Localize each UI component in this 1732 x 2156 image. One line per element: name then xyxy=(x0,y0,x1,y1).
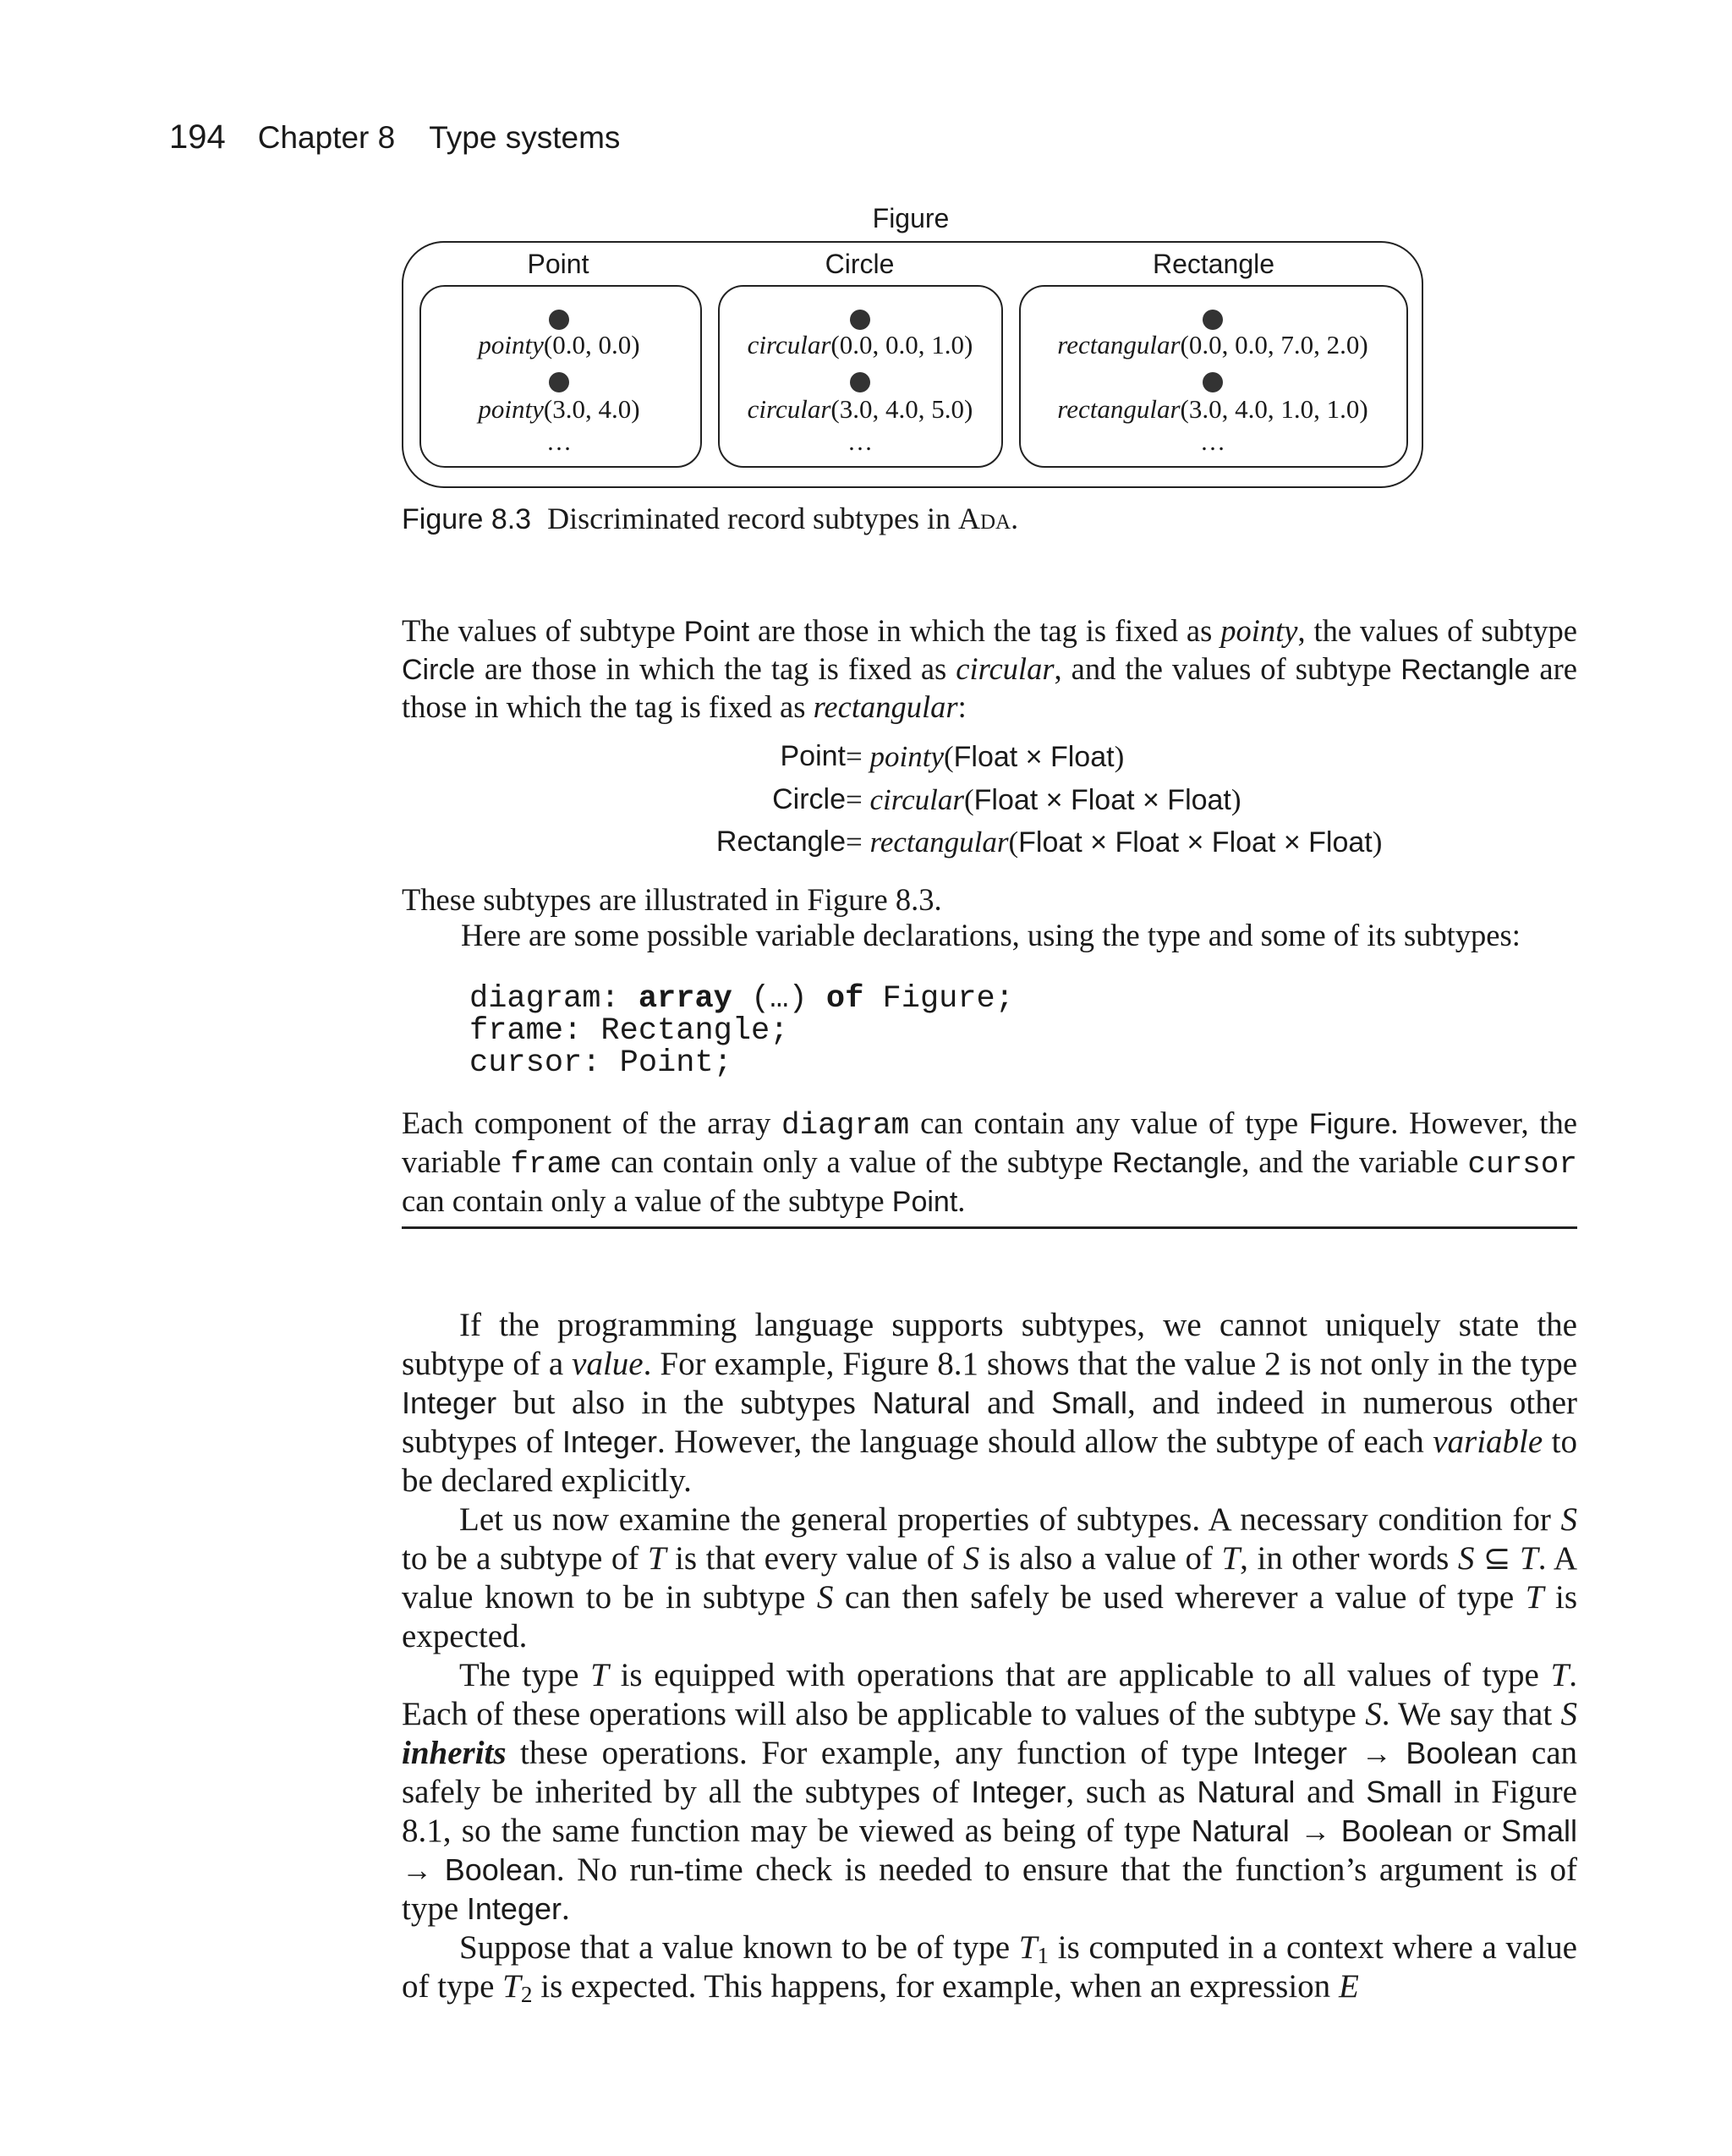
code-line-1: diagram: array (…) of Figure; xyxy=(469,981,1014,1017)
equation-point: Point xyxy=(780,740,846,772)
body-paragraph-2: Let us now examine the general properties of subtypes. A necessary condition for S to be a subtype of T is that every value of S is also a value of T, in other words S ⊆ T. A value known to be in subtype S can then safely be used wherever a value of type T is expected. xyxy=(402,1501,1578,1654)
body-paragraph-3: The type T is equipped with operations that are applicable to all values of type T. Each of these operations will also be applicable to values of the subtype S. We say that S inherits these operations. For example, any function of type Integer → Boolean can safely be inherited by all the subtypes of Integer, such as Natural and Small in Figure 8.1, so the same function may be viewed as being of type Natural → Boolean or Small → Boolean. No run-time check is needed to ensure that the function’s argument is of type Integer. xyxy=(402,1657,1578,1927)
rectangle-ellipsis: … xyxy=(1200,428,1225,456)
circle-ellipsis: … xyxy=(847,428,873,456)
body-paragraph-1: If the programming language supports subtypes, we cannot uniquely state the subtype of a value. For example, Figure 8.1 shows that the value 2 is not only in the type Integer but also in the subtypes Natural and Small, and indeed in numerous other subtypes of Integer. However, the language should allow the subtype of each variable to be declared explicitly. xyxy=(402,1307,1578,1499)
point-value-2: pointy(3.0, 4.0) xyxy=(478,394,640,424)
equation-rectangle: Rectangle xyxy=(715,826,846,858)
value-dot xyxy=(1203,310,1223,330)
example-paragraph-4: Each component of the array diagram can contain any value of type Figure. However, the variable frame can contain only a value of the subtype Rectangle, and the variable cursor can contain only a value of the subtype Point. xyxy=(402,1105,1577,1218)
value-dot xyxy=(1203,372,1223,392)
value-dot xyxy=(549,310,569,330)
value-dot xyxy=(850,310,870,330)
circle-group-label: Circle xyxy=(825,249,895,279)
point-group-label: Point xyxy=(527,249,589,279)
point-value-1: pointy(0.0, 0.0) xyxy=(478,330,640,359)
chapter-title: Type systems xyxy=(429,120,621,155)
value-dot xyxy=(850,372,870,392)
body-paragraph-4: Suppose that a value known to be of type $T_1$ is computed in a context where a value of type $T_2$ is expected. This happens, for example, when an expression E xyxy=(402,1929,1577,2007)
figure-outer-label: Figure xyxy=(872,203,950,233)
figure-diagram xyxy=(402,203,1427,491)
rectangle-group-label: Rectangle xyxy=(1152,249,1275,279)
example-paragraph-2: These subtypes are illustrated in Figure 8.3. xyxy=(402,882,942,917)
circle-value-2: circular(3.0, 4.0, 5.0) xyxy=(747,394,973,424)
point-ellipsis: … xyxy=(546,428,572,456)
figure-caption: Figure 8.3 Discriminated record subtypes in Ada. xyxy=(402,502,1019,535)
example-paragraph-3: Here are some possible variable declarations, using the type and some of its subtypes: xyxy=(461,918,1521,952)
running-head xyxy=(169,118,620,156)
chapter-label: Chapter 8 xyxy=(257,120,396,155)
circle-value-1: circular(0.0, 0.0, 1.0) xyxy=(747,330,973,359)
figure-caption-label: Figure 8.3 xyxy=(402,503,532,535)
section-rule xyxy=(402,1226,1577,1229)
rectangle-value-2: rectangular(3.0, 4.0, 1.0, 1.0) xyxy=(1057,394,1368,424)
code-line-3: cursor: Point; xyxy=(469,1045,732,1081)
page-number: 194 xyxy=(169,118,226,156)
value-dot xyxy=(549,372,569,392)
rectangle-value-1: rectangular(0.0, 0.0, 7.0, 2.0) xyxy=(1057,330,1368,359)
example-paragraph-1: The values of subtype Point are those in which the tag is fixed as pointy, the values of subtype Circle are those in which the tag is fixed as circular, and the values of subtype Rectangle are those in which the tag is fixed as rectangular: xyxy=(402,613,1577,724)
equation-circle: Circle xyxy=(772,783,846,815)
figure-caption-text: Discriminated record subtypes in xyxy=(547,502,951,535)
code-line-2: frame: Rectangle; xyxy=(469,1013,789,1049)
figure-caption-lang: Ada xyxy=(957,502,1011,535)
